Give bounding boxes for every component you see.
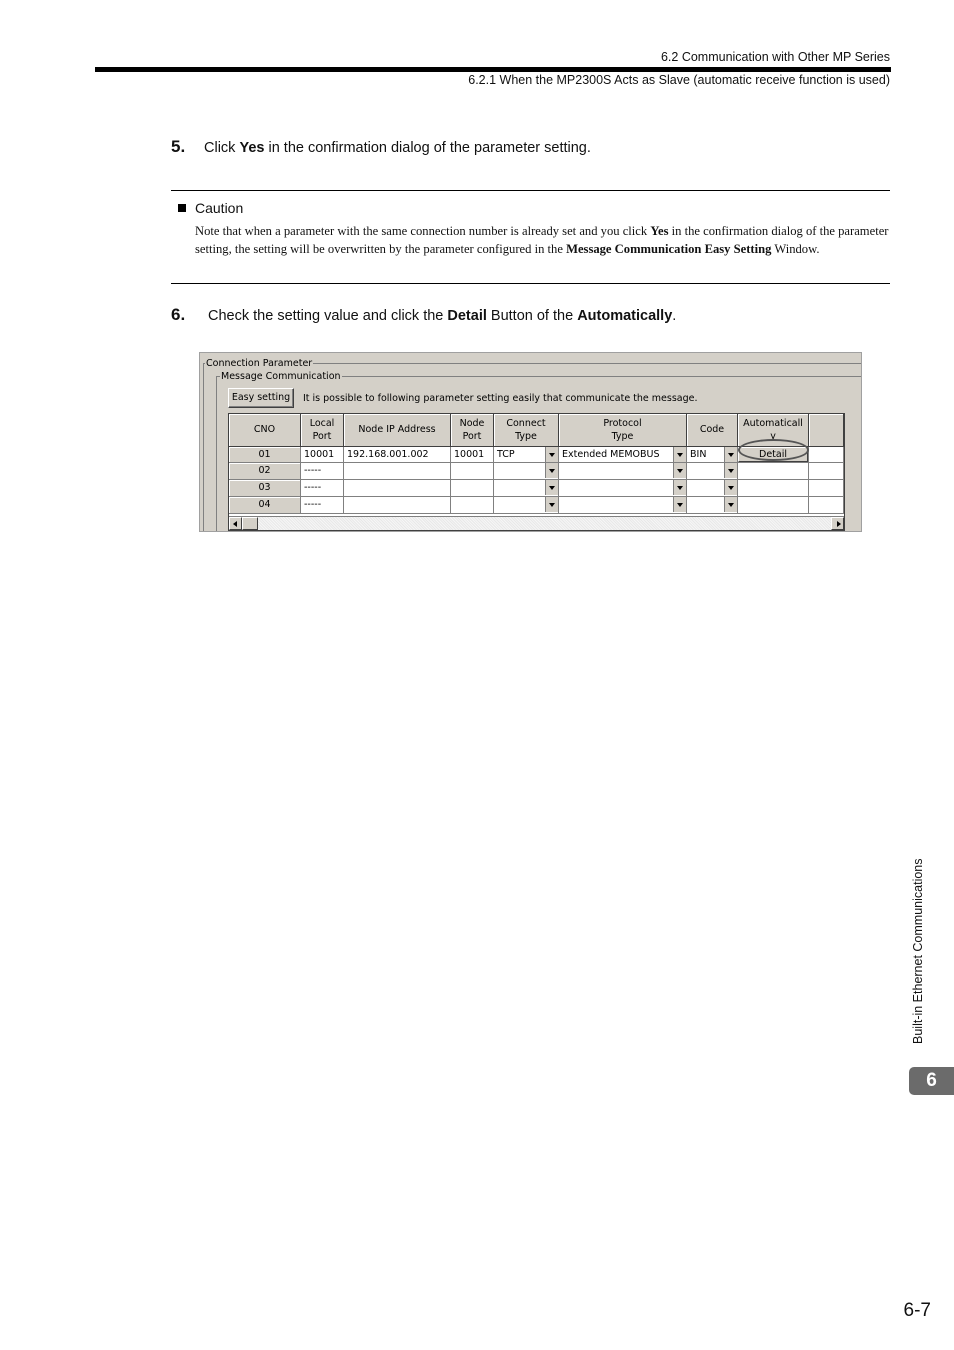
- caution-text-1: Note that when a parameter with the same connection number is already set and you click: [195, 224, 651, 238]
- protocol-type-select[interactable]: [559, 447, 687, 463]
- horizontal-scrollbar[interactable]: [229, 516, 844, 530]
- step-text-bold-auto: Automatically: [577, 308, 673, 324]
- col-header-cno-text: CNO: [253, 424, 276, 435]
- step-number: 6.: [171, 305, 186, 324]
- col-header-text: Port: [462, 431, 482, 442]
- dropdown-arrow-icon[interactable]: [724, 497, 737, 512]
- automatically-cell: [738, 463, 809, 480]
- section-title: 6.2 Communication with Other MP Series: [660, 50, 890, 64]
- node-ip-cell[interactable]: [344, 480, 451, 497]
- automatically-cell: [738, 497, 809, 514]
- col-header-connect-type: [494, 414, 559, 447]
- dropdown-arrow-icon[interactable]: [724, 447, 737, 462]
- dropdown-arrow-icon[interactable]: [545, 447, 558, 462]
- blank-cell: [809, 497, 844, 514]
- node-port-cell[interactable]: [451, 463, 494, 480]
- dropdown-arrow-icon[interactable]: [673, 447, 686, 462]
- step-text-post: .: [672, 308, 677, 324]
- page-number: 6-7: [903, 1300, 931, 1321]
- code-select[interactable]: [687, 480, 738, 497]
- col-header-text: Connect: [506, 418, 546, 429]
- step-text-pre: Check the setting value and click the: [208, 308, 448, 324]
- step-text-mid: Button of the: [486, 308, 578, 324]
- caution-bold-1: Yes: [650, 224, 669, 238]
- col-header-text: Type: [515, 431, 537, 442]
- node-ip-cell[interactable]: 192.168.001.002: [344, 447, 451, 463]
- caution-title: Caution: [195, 200, 244, 216]
- protocol-type-select[interactable]: [559, 480, 687, 497]
- caution-text-2: in the confirmation dialog of the parameter setting, the setting will be overwritten by the parameter configured in the: [195, 224, 889, 256]
- node-ip-cell[interactable]: [344, 463, 451, 480]
- local-port-cell[interactable]: 10001: [301, 447, 344, 463]
- col-header-protocol-type: [559, 414, 687, 447]
- easy-setting-button[interactable]: Easy setting: [228, 388, 294, 408]
- col-header-text: Type: [611, 431, 634, 442]
- step-text-bold: Yes: [239, 140, 265, 156]
- step-text: [208, 308, 676, 324]
- protocol-type-select[interactable]: [559, 497, 687, 514]
- scroll-right-icon[interactable]: [831, 517, 844, 530]
- col-header-text: Protocol: [603, 418, 642, 429]
- dropdown-arrow-icon[interactable]: [724, 463, 737, 478]
- caution-bold-2: Message Communication Easy Setting: [566, 242, 772, 256]
- dropdown-arrow-icon[interactable]: [545, 497, 558, 512]
- subsection-title: 6.2.1 When the MP2300S Acts as Slave (automatic receive function is used): [468, 73, 890, 87]
- dropdown-arrow-icon[interactable]: [673, 480, 686, 495]
- col-header-code: [687, 414, 738, 447]
- dropdown-arrow-icon[interactable]: [724, 480, 737, 495]
- select-value: BIN: [690, 449, 707, 460]
- caution-box: [171, 190, 890, 284]
- caution-text: [195, 222, 889, 258]
- connect-type-select[interactable]: [494, 480, 559, 497]
- row-header-cno: 04: [229, 497, 301, 514]
- code-select[interactable]: [687, 497, 738, 514]
- dropdown-arrow-icon[interactable]: [545, 480, 558, 495]
- blank-cell: [809, 480, 844, 497]
- square-bullet-icon: [178, 204, 186, 212]
- node-port-cell[interactable]: 10001: [451, 447, 494, 463]
- caution-text-3: Window.: [771, 242, 820, 256]
- caution-heading: [178, 200, 243, 216]
- col-header-text: Node: [459, 418, 485, 429]
- dropdown-arrow-icon[interactable]: [545, 463, 558, 478]
- col-header-node-ip: [344, 414, 451, 447]
- connection-table: [228, 413, 845, 531]
- connection-parameter-label: Connection Parameter: [206, 358, 313, 369]
- col-header-text: Port: [312, 431, 332, 442]
- detail-button[interactable]: Detail: [738, 447, 808, 462]
- message-communication-label: Message Communication: [221, 371, 341, 382]
- local-port-cell[interactable]: -----: [301, 480, 344, 497]
- blank-cell: [809, 463, 844, 480]
- highlight-circle: [738, 439, 809, 461]
- col-header-text: Node IP Address: [358, 424, 436, 435]
- easy-setting-note: It is possible to following parameter setting easily that communicate the message.: [303, 393, 698, 404]
- step-number: 5.: [171, 137, 186, 156]
- scroll-thumb[interactable]: [242, 517, 258, 530]
- local-port-cell[interactable]: -----: [301, 463, 344, 480]
- code-select[interactable]: [687, 447, 738, 463]
- local-port-cell[interactable]: -----: [301, 497, 344, 514]
- col-header-cno: [229, 414, 301, 447]
- code-select[interactable]: [687, 463, 738, 480]
- step-text-pre: Click: [204, 140, 240, 156]
- automatically-cell: [738, 480, 809, 497]
- col-header-text: Local: [309, 418, 335, 429]
- protocol-type-select[interactable]: [559, 463, 687, 480]
- connect-type-select[interactable]: [494, 463, 559, 480]
- select-value: Extended MEMOBUS: [562, 449, 660, 460]
- step-text-bold-detail: Detail: [447, 308, 487, 324]
- row-header-cno: 03: [229, 480, 301, 497]
- row-header-cno: 01: [229, 447, 301, 463]
- scroll-left-icon[interactable]: [229, 517, 242, 530]
- col-header-text: y: [770, 431, 776, 442]
- col-header-text: Code: [699, 424, 725, 435]
- dropdown-arrow-icon[interactable]: [673, 463, 686, 478]
- node-port-cell[interactable]: [451, 497, 494, 514]
- connect-type-select[interactable]: [494, 497, 559, 514]
- col-header-blank: [809, 414, 844, 447]
- step-text: [204, 140, 591, 156]
- blank-cell: [809, 447, 844, 463]
- header-rule: [95, 67, 891, 72]
- select-value: TCP: [497, 449, 515, 460]
- node-port-cell[interactable]: [451, 480, 494, 497]
- col-header-local-port: [301, 414, 344, 447]
- dropdown-arrow-icon[interactable]: [673, 497, 686, 512]
- step-text-post: in the confirmation dialog of the parameter setting.: [264, 140, 591, 156]
- node-ip-cell[interactable]: [344, 497, 451, 514]
- chapter-side-label: Built-in Ethernet Communications: [911, 858, 925, 1044]
- col-header-text: Automaticall: [743, 418, 803, 429]
- connect-type-select[interactable]: [494, 447, 559, 463]
- row-header-cno: 02: [229, 463, 301, 480]
- col-header-node-port: [451, 414, 494, 447]
- connection-parameter-screenshot: [199, 352, 862, 532]
- chapter-tab: 6: [909, 1067, 954, 1095]
